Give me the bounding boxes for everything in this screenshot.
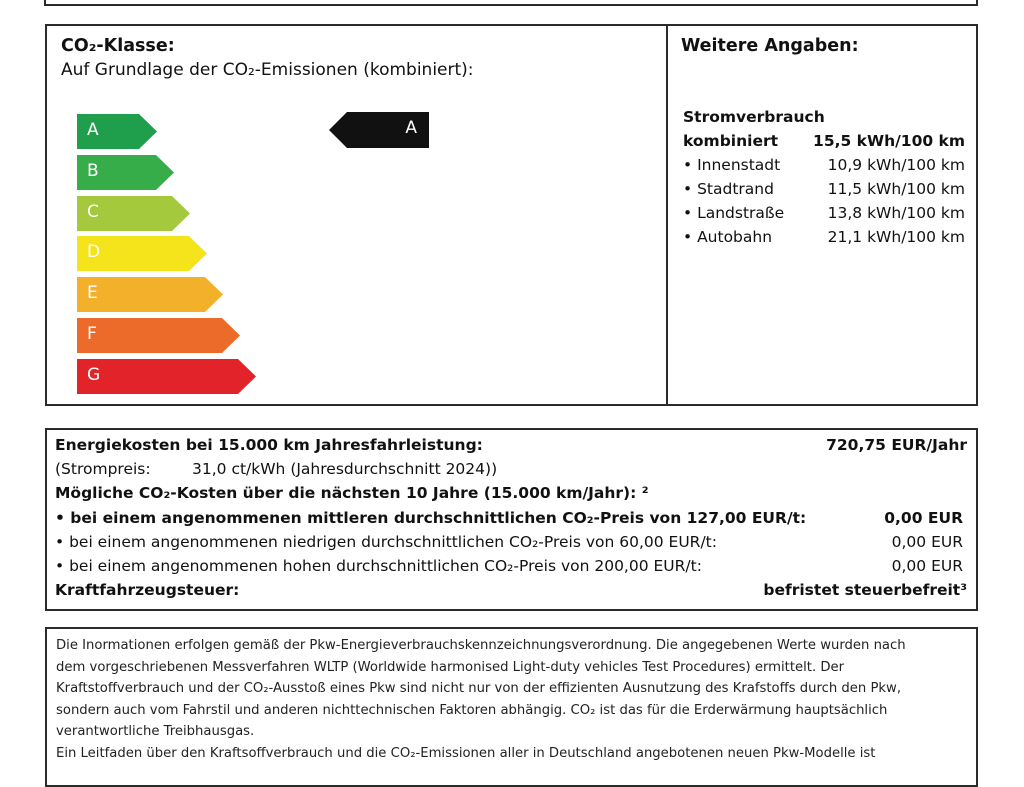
class-arrow-icon [77, 359, 256, 394]
consumption-value: 11,5 kWh/100 km [827, 180, 965, 198]
co2-cost-mid-value: 0,00 EUR [884, 509, 963, 527]
consumption-label: • Stadtrand [683, 180, 774, 198]
electricity-price-row [55, 460, 967, 484]
co2-class-letter: E [87, 283, 98, 303]
consumption-value: 21,1 kWh/100 km [827, 228, 965, 246]
consumption-value: 15,5 kWh/100 km [813, 132, 965, 150]
additional-info-panel [666, 24, 978, 406]
co2-class-bar-c [77, 196, 190, 231]
co2-class-subtitle: Auf Grundlage der CO₂-Emissionen (kombiniert): [61, 60, 474, 80]
co2-class-letter: A [87, 120, 99, 140]
legal-notice-line: sondern auch vom Fahrstil und anderen nichttechnischen Faktoren abhängig. CO₂ ist das für die Erderwärmung hauptsächlich [56, 702, 888, 718]
power-consumption-heading: Stromverbrauch [683, 108, 825, 126]
consumption-label: kombiniert [683, 132, 779, 150]
co2-cost-low-row [55, 533, 967, 557]
co2-class-title: CO₂-Klasse: [61, 36, 175, 56]
vehicle-tax-row [55, 581, 967, 605]
electricity-price-value: 31,0 ct/kWh (Jahresdurchschnitt 2024)) [192, 460, 498, 478]
co2-cost-mid-row [55, 509, 967, 533]
class-arrow-icon [77, 277, 223, 312]
current-class-label: A [405, 118, 417, 138]
costs-panel [45, 428, 978, 611]
legal-notice-text [56, 635, 972, 765]
co2-class-letter: B [87, 161, 99, 181]
co2-cost-low-value: 0,00 EUR [891, 533, 963, 551]
legal-notice-line: dem vorgeschriebenen Messverfahren WLTP (Worldwide harmonised Light-duty vehicles Test Procedures) ermittelt. Der [56, 659, 845, 675]
co2-cost-high-label: • bei einem angenommenen hohen durchschnittlichen CO₂-Preis von 200,00 EUR/t: [55, 557, 702, 575]
co2-class-letter: D [87, 242, 101, 262]
co2-cost-high-row [55, 557, 967, 581]
co2-cost-low-label: • bei einem angenommenen niedrigen durchschnittlichen CO₂-Preis von 60,00 EUR/t: [55, 533, 717, 551]
co2-class-bar-d [77, 236, 207, 271]
consumption-row [683, 156, 965, 178]
consumption-label: • Landstraße [683, 204, 785, 222]
consumption-row [683, 228, 965, 250]
legal-notice-line: verantwortliche Treibhausgas. [56, 724, 255, 740]
legal-notice-line: Ein Leitfaden über den Kraftsoffverbrauch und die CO₂-Emissionen aller in Deutschland angebotenen neuen Pkw-Modelle ist [56, 745, 876, 761]
consumption-value: 13,8 kWh/100 km [827, 204, 965, 222]
co2-class-letter: F [87, 324, 97, 344]
co2-class-bar-e [77, 277, 223, 312]
co2-class-bar-f [77, 318, 240, 353]
consumption-label: • Autobahn [683, 228, 773, 246]
consumption-row [683, 132, 965, 154]
co2-class-bar-b [77, 155, 174, 190]
energy-cost-row [55, 436, 967, 460]
consumption-row [683, 180, 965, 202]
co2-cost-high-value: 0,00 EUR [891, 557, 963, 575]
energy-cost-label: Energiekosten bei 15.000 km Jahresfahrleistung: [55, 436, 483, 454]
co2-class-bar-g [77, 359, 256, 394]
co2-cost-mid-label: • bei einem angenommenen mittleren durchschnittlichen CO₂-Preis von 127,00 EUR/t: [55, 509, 807, 527]
vehicle-tax-label: Kraftfahrzeugsteuer: [55, 581, 240, 599]
legal-notice-line: Kraftstoffverbrauch und der CO₂-Ausstoß eines Pkw sind nicht nur von der effizienten Ausnutzung des Krafstoffs durch den Pkw, [56, 681, 902, 697]
co2-class-bar-a [77, 114, 157, 149]
additional-info-title: Weitere Angaben: [681, 36, 859, 56]
legal-notice-panel [45, 627, 978, 787]
consumption-label: • Innenstadt [683, 156, 781, 174]
co2-costs-heading: Mögliche CO₂-Kosten über die nächsten 10 Jahre (15.000 km/Jahr): ² [55, 484, 649, 502]
co2-class-letter: C [87, 202, 99, 222]
vehicle-tax-value: befristet steuerbefreit³ [763, 581, 967, 599]
current-class-marker [329, 112, 429, 148]
co2-costs-heading-row [55, 484, 967, 508]
consumption-row [683, 204, 965, 226]
top-frame [44, 0, 978, 6]
co2-class-panel [45, 24, 668, 406]
electricity-price-label: (Strompreis: [55, 460, 151, 478]
co2-class-scale [77, 114, 337, 399]
consumption-value: 10,9 kWh/100 km [827, 156, 965, 174]
co2-class-letter: G [87, 365, 101, 385]
energy-cost-value: 720,75 EUR/Jahr [826, 436, 967, 454]
class-arrow-icon [77, 318, 240, 353]
legal-notice-line: Die Inormationen erfolgen gemäß der Pkw-Energieverbrauchskennzeichnungsverordnung. Die angegebenen Werte wurden nach [56, 638, 906, 653]
